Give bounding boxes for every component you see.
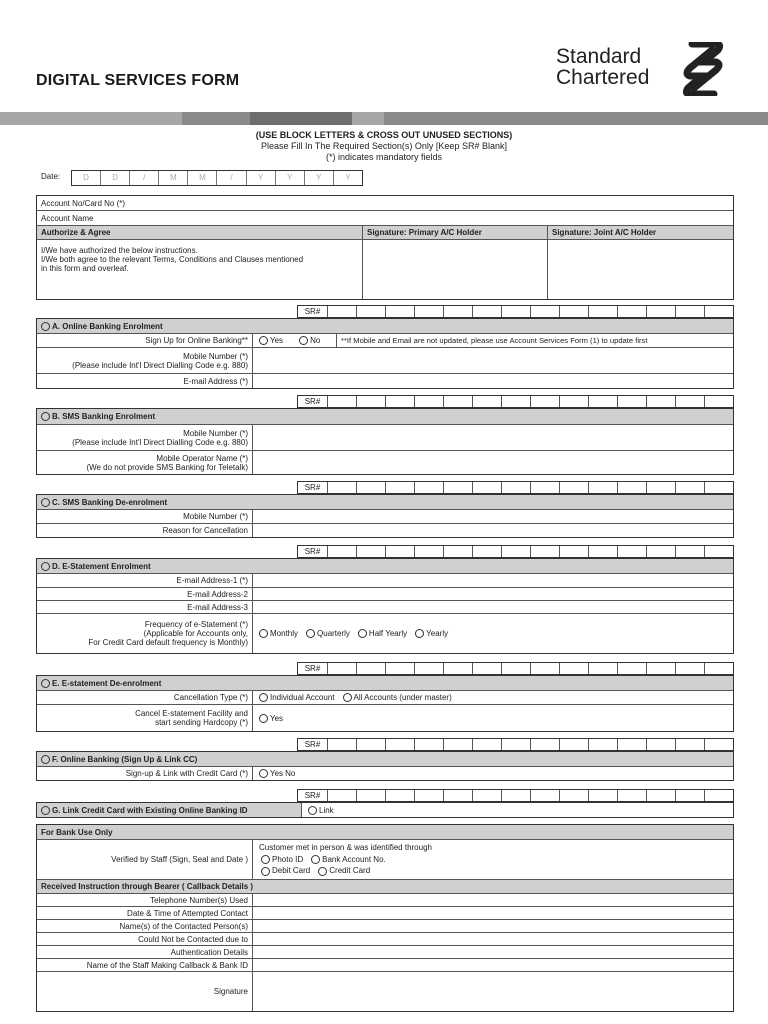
yearly-label: Yearly <box>426 629 449 638</box>
debit-card-label: Debit Card <box>272 866 311 876</box>
date-cell: / <box>130 171 159 185</box>
c-mobile-label: Mobile Number (*) <box>37 510 253 523</box>
freq-label-3: For Credit Card default frequency is Monthly) <box>88 638 248 647</box>
authentication-input[interactable] <box>253 946 733 958</box>
standard-chartered-logo-icon <box>682 42 724 96</box>
sr-number-g <box>297 789 734 802</box>
link-cc-label: Sign-up & Link with Credit Card (*) <box>37 767 253 780</box>
mobile-number-input[interactable] <box>253 348 733 373</box>
instruction-line2: Please Fill In The Required Section(s) Only [Keep SR# Blank] <box>261 141 507 151</box>
signup-yes-radio[interactable] <box>259 336 268 345</box>
operator-label <box>37 451 253 474</box>
date-cell[interactable]: Y <box>247 171 276 185</box>
email2-input[interactable] <box>253 588 733 600</box>
hardcopy-yes-radio[interactable] <box>259 714 268 723</box>
sr-number-d <box>297 545 734 558</box>
sms-mobile-label <box>37 425 253 450</box>
bank-account-radio[interactable] <box>311 855 320 864</box>
section-e-checkbox[interactable] <box>41 679 50 688</box>
authorize-text-3: in this form and overleaf. <box>41 264 129 273</box>
sms-mobile-label-1: Mobile Number (*) <box>183 428 248 438</box>
section-g-title: G. Link Credit Card with Existing Online Banking ID <box>52 805 248 815</box>
hardcopy-yes-label: Yes <box>270 713 284 723</box>
sr-label: SR# <box>298 546 328 557</box>
bank-account-label: Bank Account No. <box>322 854 386 864</box>
brand-line1: Standard <box>556 45 642 68</box>
date-label: Date: <box>41 172 61 181</box>
not-contacted-input[interactable] <box>253 933 733 945</box>
contacted-person-input[interactable] <box>253 920 733 932</box>
section-f-title: F. Online Banking (Sign Up & Link CC) <box>52 754 198 764</box>
monthly-label: Monthly <box>270 629 299 638</box>
sr-number-c <box>297 481 734 494</box>
sr-label: SR# <box>298 482 328 493</box>
section-b-checkbox[interactable] <box>41 412 50 421</box>
received-instruction-title: Received Instruction through Bearer ( Callback Details ) <box>41 882 254 891</box>
link-cc-no-label[interactable]: No <box>285 769 296 778</box>
header-stripe <box>0 112 768 125</box>
cancel-reason-label: Reason for Cancellation <box>37 524 253 537</box>
contacted-person-label: Name(s) of the Contacted Person(s) <box>37 920 253 932</box>
instruction-line3: (*) indicates mandatory fields <box>325 152 443 162</box>
mobile-label-1: Mobile Number (*) <box>183 351 248 361</box>
section-g-checkbox[interactable] <box>41 806 50 815</box>
telephone-label: Telephone Number(s) Used <box>37 894 253 906</box>
sr-number-b <box>297 395 734 408</box>
section-e <box>36 675 734 732</box>
photo-id-radio[interactable] <box>261 855 270 864</box>
operator-label-2: (We do not provide SMS Banking for Teletalk) <box>86 462 248 472</box>
email1-label: E-mail Address-1 (*) <box>37 574 253 587</box>
monthly-radio[interactable] <box>259 629 268 638</box>
link-label: Link <box>319 805 334 815</box>
credit-card-label: Credit Card <box>329 866 371 876</box>
cancel-reason-input[interactable] <box>253 524 733 537</box>
sr-label: SR# <box>298 663 328 674</box>
link-radio[interactable] <box>308 806 317 815</box>
section-d-checkbox[interactable] <box>41 562 50 571</box>
brand-name <box>556 46 649 88</box>
half-yearly-radio[interactable] <box>358 629 367 638</box>
section-c-checkbox[interactable] <box>41 498 50 507</box>
met-in-person-text: Customer met in person & was identified through <box>259 843 432 853</box>
authentication-label: Authentication Details <box>37 946 253 958</box>
section-a <box>36 318 734 389</box>
mobile-number-label <box>37 348 253 373</box>
section-c <box>36 494 734 538</box>
section-f-checkbox[interactable] <box>41 755 50 764</box>
c-mobile-input[interactable] <box>253 510 733 523</box>
section-d <box>36 558 734 654</box>
signature-primary-box[interactable] <box>363 239 547 299</box>
email-input[interactable] <box>253 374 733 388</box>
sr-label: SR# <box>298 396 328 407</box>
photo-id-label: Photo ID <box>272 854 304 864</box>
all-accounts-radio[interactable] <box>343 693 352 702</box>
section-b-title: B. SMS Banking Enrolment <box>52 412 156 421</box>
staff-name-input[interactable] <box>253 959 733 971</box>
date-cell[interactable]: D <box>72 171 101 185</box>
signup-no-radio[interactable] <box>299 336 308 345</box>
yearly-radio[interactable] <box>415 629 424 638</box>
section-e-title: E. E-statement De-enrolment <box>52 678 162 688</box>
brand-line2: Chartered <box>556 66 650 89</box>
freq-label-2: (Applicable for Accounts only, <box>143 629 248 638</box>
freq-label-1: Frequency of e-Statement (*) <box>144 620 248 629</box>
yes-label: Yes <box>270 336 284 345</box>
account-no-field[interactable]: Account No/Card No (*) <box>41 198 126 208</box>
hardcopy-label-2: start sending Hardcopy (*) <box>155 718 248 727</box>
signature-joint-box[interactable] <box>548 239 733 299</box>
section-c-title: C. SMS Banking De-enrolment <box>52 497 168 507</box>
email-label: E-mail Address (*) <box>37 374 253 388</box>
date-input[interactable] <box>71 170 363 186</box>
date-cell[interactable]: M <box>159 171 188 185</box>
email3-input[interactable] <box>253 601 733 613</box>
verified-label: Verified by Staff (Sign, Seal and Date ) <box>37 840 253 879</box>
bank-use-title: For Bank Use Only <box>41 827 113 837</box>
sr-number-a <box>297 305 734 318</box>
not-contacted-label: Could Not be Contacted due to <box>37 933 253 945</box>
mobile-label-2: (Please include Int'l Direct Dialling Code e.g. 880) <box>72 360 248 370</box>
date-cell[interactable]: Y <box>345 173 351 182</box>
account-name-field[interactable]: Account Name <box>41 213 94 223</box>
section-a-title: A. Online Banking Enrolment <box>52 321 163 331</box>
online-signup-label: Sign Up for Online Banking** <box>37 334 253 347</box>
hardcopy-label-1: Cancel E-statement Facility and <box>135 709 248 718</box>
telephone-input[interactable] <box>253 894 733 906</box>
half-yearly-label: Half Yearly <box>368 629 408 638</box>
email3-label: E-mail Address-3 <box>37 601 253 613</box>
frequency-label <box>37 614 253 653</box>
credit-card-radio[interactable] <box>318 867 327 876</box>
sms-mobile-label-2: (Please include Int'l Direct Dialling Code e.g. 880) <box>72 437 248 447</box>
date-cell: / <box>217 171 246 185</box>
datetime-input[interactable] <box>253 907 733 919</box>
link-cc-yes-label: Yes <box>270 769 284 778</box>
authorize-text-2: I/We both agree to the relevant Terms, Conditions and Clauses mentioned <box>41 255 304 264</box>
sr-label: SR# <box>298 306 328 317</box>
authorize-text-1: I/We have authorized the below instructions. <box>41 246 198 255</box>
staff-name-label: Name of the Staff Making Callback & Bank ID <box>37 959 253 971</box>
mobile-note: **If Mobile and Email are not updated, please use Account Services Form (1) to update first <box>341 336 648 345</box>
section-d-title: D. E-Statement Enrolment <box>52 561 151 571</box>
section-b <box>36 408 734 475</box>
section-a-checkbox[interactable] <box>41 322 50 331</box>
email2-label: E-mail Address-2 <box>37 588 253 600</box>
date-cell[interactable]: Y <box>276 171 305 185</box>
authorize-text <box>37 239 362 299</box>
section-g <box>36 802 734 818</box>
authorize-header: Authorize & Agree <box>37 226 362 239</box>
link-cc-yes-radio[interactable] <box>259 769 268 778</box>
sr-number-e <box>297 662 734 675</box>
no-label: No <box>310 336 321 345</box>
sr-label: SR# <box>298 790 328 801</box>
section-f <box>36 751 734 781</box>
email1-input[interactable] <box>253 574 733 587</box>
individual-label: Individual Account <box>270 693 335 702</box>
form-title: DIGITAL SERVICES FORM <box>36 72 240 89</box>
sr-number-f <box>297 738 734 751</box>
debit-card-radio[interactable] <box>261 867 270 876</box>
instruction-line1: (USE BLOCK LETTERS & CROSS OUT UNUSED SECTIONS) <box>255 130 513 140</box>
quarterly-radio[interactable] <box>306 629 315 638</box>
datetime-label: Date & Time of Attempted Contact <box>37 907 253 919</box>
account-section <box>36 195 734 300</box>
date-cell[interactable]: Y <box>305 171 334 185</box>
sr-label: SR# <box>298 739 328 750</box>
staff-signature-box[interactable] <box>253 972 733 1011</box>
date-cell[interactable]: M <box>188 171 217 185</box>
date-cell[interactable]: D <box>101 171 130 185</box>
cancel-type-label: Cancellation Type (*) <box>37 691 253 704</box>
signature-joint-header: Signature: Joint A/C Holder <box>548 226 733 239</box>
bank-use-section <box>36 824 734 1012</box>
staff-signature-label: Signature <box>37 972 253 1011</box>
individual-account-radio[interactable] <box>259 693 268 702</box>
operator-input[interactable] <box>253 451 733 474</box>
all-accounts-label: All Accounts (under master) <box>353 693 452 702</box>
hardcopy-label <box>37 705 253 731</box>
signature-primary-header: Signature: Primary A/C Holder <box>363 226 547 239</box>
quarterly-label: Quarterly <box>317 629 350 638</box>
sms-mobile-input[interactable] <box>253 425 733 450</box>
operator-label-1: Mobile Operator Name (*) <box>156 453 248 463</box>
